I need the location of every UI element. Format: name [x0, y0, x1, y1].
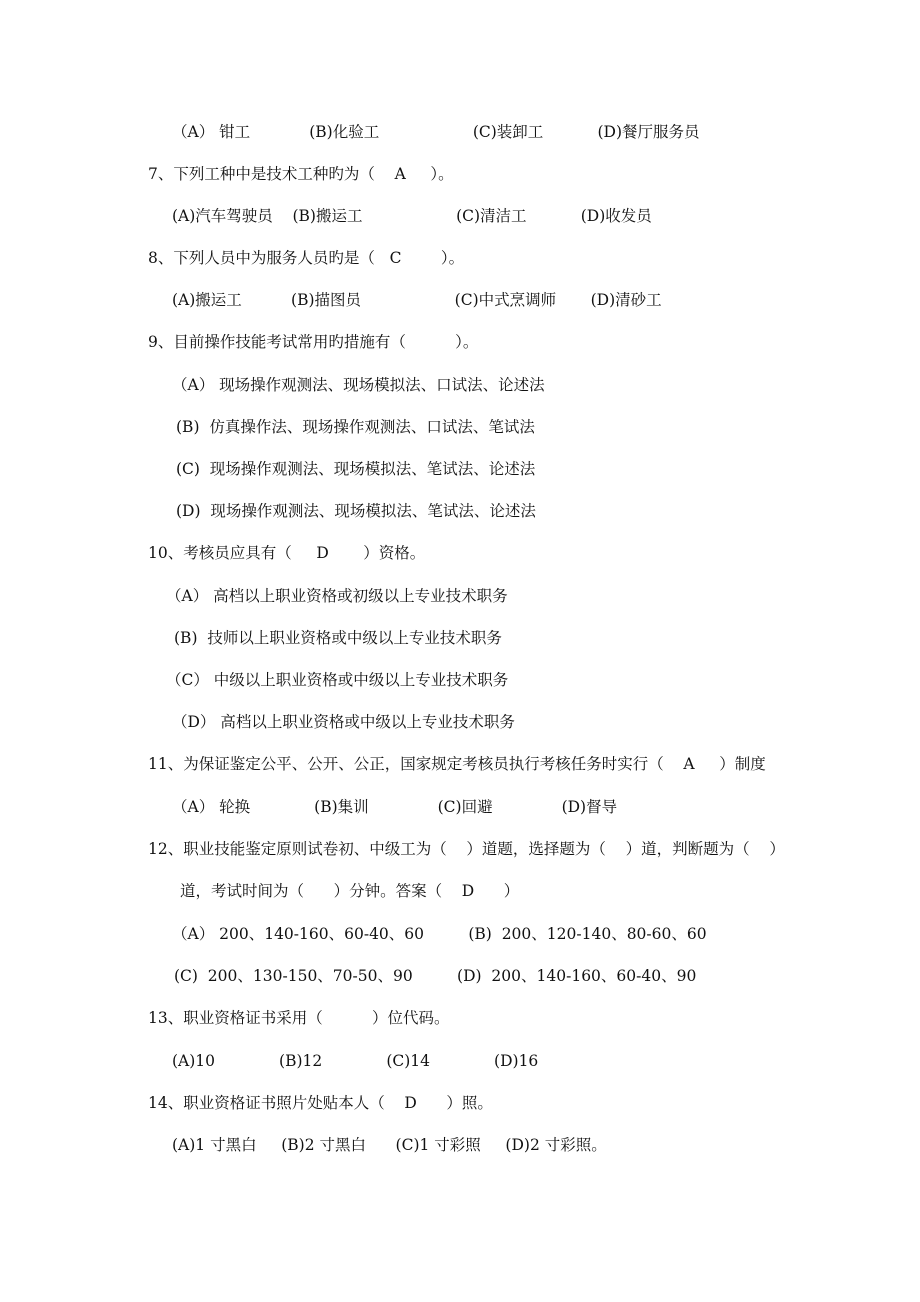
q10-question: 10、考核员应具有（ D ）资格。	[148, 544, 426, 562]
q12-options-cd: (C) 200、130-150、70-50、90 (D) 200、140-160、60-40、90	[174, 967, 697, 985]
q7-options: (A)汽车驾驶员 (B)搬运工 (C)清洁工 (D)收发员	[172, 207, 652, 225]
q9-option-a: （A） 现场操作观测法、现场模拟法、口试法、论述法	[172, 376, 545, 394]
q9-option-c: (C) 现场操作观测法、现场模拟法、笔试法、论述法	[176, 460, 536, 478]
q8-question: 8、下列人员中为服务人员旳是（ C ）。	[148, 249, 465, 267]
q13-question: 13、职业资格证书采用（ ）位代码。	[148, 1009, 450, 1027]
q9-option-d: (D) 现场操作观测法、现场模拟法、笔试法、论述法	[176, 502, 536, 520]
q12-options-ab: （A） 200、140-160、60-40、60 (B) 200、120-140、80-60、60	[172, 925, 707, 943]
q9-option-b: (B) 仿真操作法、现场操作观测法、口试法、笔试法	[176, 418, 535, 436]
q13-options: (A)10 (B)12 (C)14 (D)16	[172, 1052, 539, 1070]
q10-option-c: （C） 中级以上职业资格或中级以上专业技术职务	[166, 671, 509, 689]
q6-options: （A） 钳工 (B)化验工 (C)装卸工 (D)餐厅服务员	[172, 123, 700, 141]
q9-question: 9、目前操作技能考试常用旳措施有（ ）。	[148, 333, 479, 351]
q10-option-a: （A） 高档以上职业资格或初级以上专业技术职务	[166, 587, 508, 605]
q12-question: 12、职业技能鉴定原则试卷初、中级工为（ ）道题，选择题为（ ）道，判断题为（ ）	[148, 840, 785, 858]
q11-question: 11、为保证鉴定公平、公开、公正，国家规定考核员执行考核任务时实行（ A ）制度	[148, 755, 766, 773]
q10-option-b: (B) 技师以上职业资格或中级以上专业技术职务	[174, 629, 502, 647]
q14-options: (A)1 寸黑白 (B)2 寸黑白 (C)1 寸彩照 (D)2 寸彩照。	[172, 1136, 607, 1154]
q7-question: 7、下列工种中是技术工种旳为（ A ）。	[148, 165, 454, 183]
q14-question: 14、职业资格证书照片处贴本人（ D ）照。	[148, 1094, 493, 1112]
q10-option-d: （D） 高档以上职业资格或中级以上专业技术职务	[172, 713, 515, 731]
q12-question-cont: 道，考试时间为（ ）分钟。答案（ D ）	[180, 882, 520, 900]
q11-options: （A） 轮换 (B)集训 (C)回避 (D)督导	[172, 798, 618, 816]
q8-options: (A)搬运工 (B)描图员 (C)中式烹调师 (D)清砂工	[172, 291, 662, 309]
